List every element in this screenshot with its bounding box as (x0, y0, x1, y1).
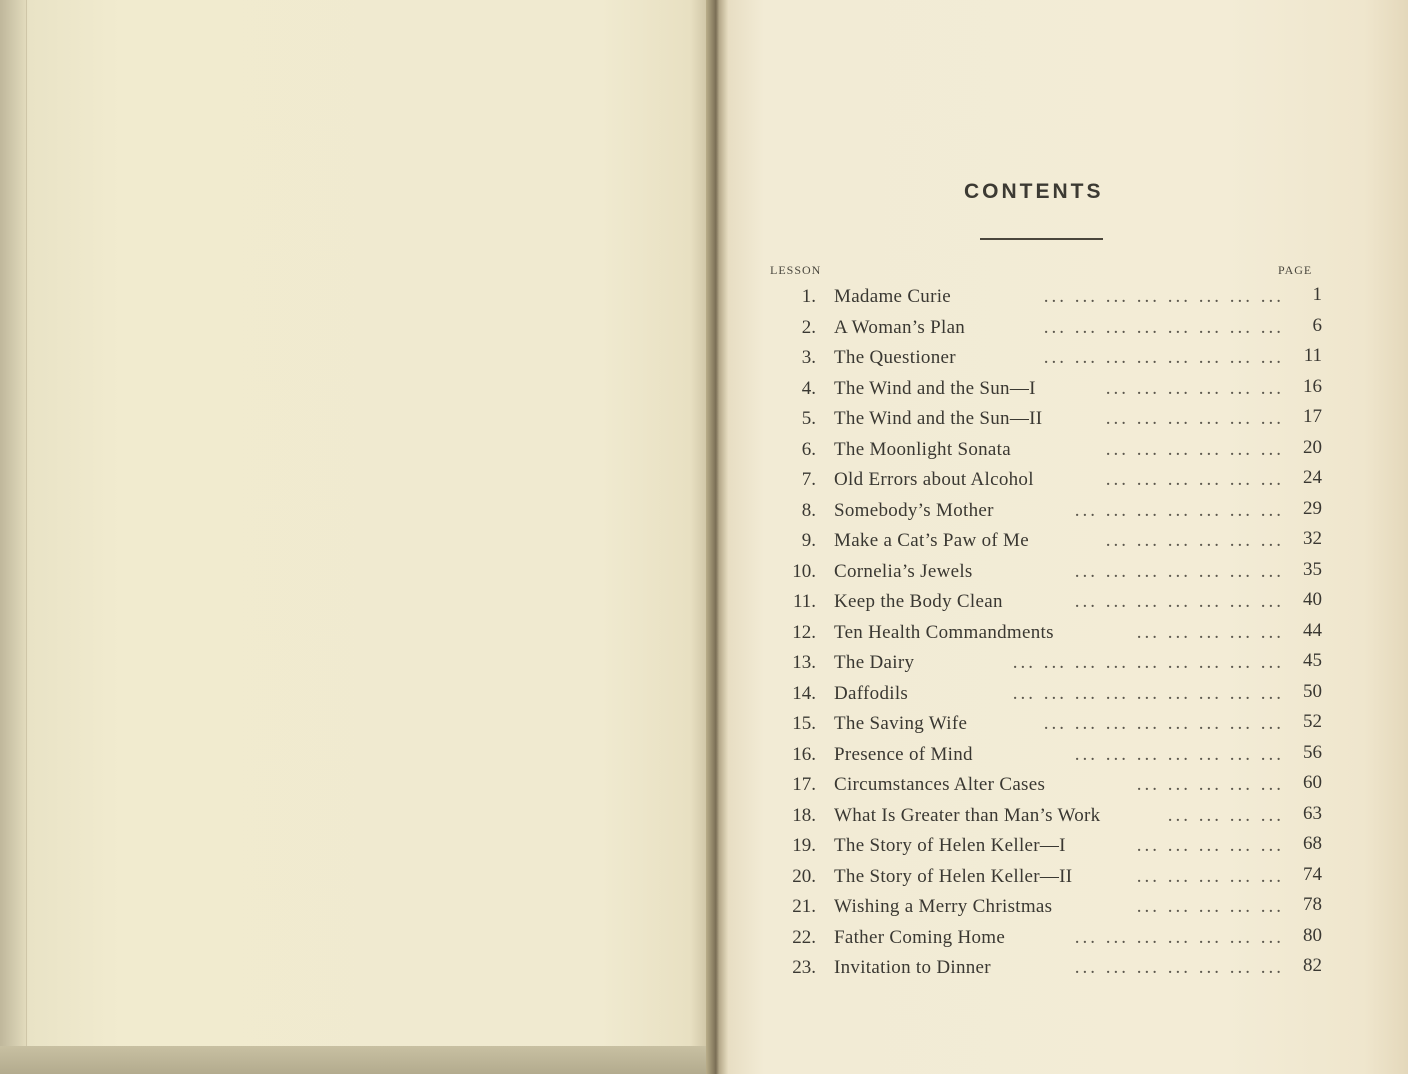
toc-entry (780, 709, 1328, 740)
lesson-title: Make a Cat’s Paw of Me (834, 530, 1029, 551)
lesson-title: The Wind and the Sun—I (834, 377, 1036, 399)
dot-leader: ... ... ... ... ... ... ... ... (1043, 713, 1284, 734)
page-number: 11 (1303, 345, 1322, 366)
page-number: 68 (1303, 833, 1322, 854)
left-page-edge (0, 0, 27, 1074)
contents-title: CONTENTS (964, 180, 1104, 203)
lesson-title: The Moonlight Sonata (834, 438, 1011, 460)
lesson-number: 21. (792, 896, 816, 917)
lesson-number: 14. (792, 682, 816, 704)
lesson-title: A Woman’s Plan (834, 316, 966, 338)
lesson-number: 7. (801, 469, 816, 490)
dot-leader: ... ... ... ... ... ... (1105, 438, 1284, 460)
toc-entry (780, 923, 1328, 954)
toc-entry (780, 282, 1328, 313)
lesson-number: 4. (801, 377, 816, 399)
lesson-title: The Story of Helen Keller—II (834, 865, 1073, 887)
page-number: 35 (1303, 558, 1322, 580)
page-number: 50 (1303, 680, 1322, 702)
page-number: 78 (1303, 894, 1322, 915)
book-gutter (706, 0, 728, 1074)
lesson-title: Cornelia’s Jewels (834, 560, 973, 582)
lesson-number: 2. (801, 316, 816, 338)
lesson-number: 3. (801, 347, 816, 368)
lesson-title: What Is Greater than Man’s Work (834, 804, 1101, 826)
lesson-number: 10. (792, 560, 816, 582)
page-number: 52 (1303, 711, 1322, 732)
dot-leader: ... ... ... ... ... ... ... ... ... (1012, 652, 1284, 673)
title-rule (980, 238, 1103, 240)
lesson-number: 23. (792, 957, 816, 978)
lesson-title: Presence of Mind (834, 743, 973, 765)
dot-leader: ... ... ... ... ... ... (1105, 377, 1284, 399)
lesson-number: 20. (792, 865, 816, 887)
lesson-title: Keep the Body Clean (834, 591, 1003, 612)
toc-entry (780, 587, 1328, 618)
toc-entry (780, 404, 1328, 435)
toc-entry (780, 953, 1328, 984)
toc-entry (780, 679, 1328, 710)
left-page-bottom-edge (0, 1046, 712, 1074)
dot-leader: ... ... ... ... ... ... ... ... ... (1012, 682, 1284, 704)
toc-entry (780, 313, 1328, 344)
dot-leader: ... ... ... ... ... ... (1105, 408, 1284, 429)
page-column-header: PAGE (1278, 263, 1313, 277)
dot-leader: ... ... ... ... ... ... ... ... (1043, 286, 1284, 307)
lesson-number: 8. (801, 499, 816, 521)
toc-entry (780, 465, 1328, 496)
toc-entry (780, 648, 1328, 679)
toc-entry (780, 618, 1328, 649)
page-number: 74 (1303, 863, 1322, 885)
lesson-title: Somebody’s Mother (834, 499, 994, 521)
dot-leader: ... ... ... ... ... ... ... (1074, 743, 1284, 765)
lesson-number: 18. (792, 804, 816, 826)
dot-leader: ... ... ... ... ... ... ... (1074, 926, 1284, 948)
toc-entry (780, 740, 1328, 771)
page-number: 40 (1303, 589, 1322, 610)
dot-leader: ... ... ... ... ... ... (1105, 469, 1284, 490)
page-number: 24 (1303, 467, 1322, 488)
dot-leader: ... ... ... ... ... ... ... ... (1043, 316, 1284, 338)
dot-leader: ... ... ... ... ... ... ... ... (1043, 347, 1284, 368)
page-number: 60 (1303, 772, 1322, 793)
dot-leader: ... ... ... ... ... ... ... (1074, 560, 1284, 582)
lesson-column-header: LESSON (770, 263, 822, 277)
dot-leader: ... ... ... ... (1167, 804, 1284, 826)
lesson-number: 1. (801, 286, 816, 307)
page-number: 80 (1303, 924, 1322, 946)
toc-entry (780, 435, 1328, 466)
lesson-title: The Saving Wife (834, 713, 968, 734)
toc-entry (780, 526, 1328, 557)
lesson-title: Father Coming Home (834, 926, 1006, 948)
dot-leader: ... ... ... ... ... ... (1105, 530, 1284, 551)
lesson-number: 11. (792, 591, 816, 612)
lesson-number: 13. (792, 652, 816, 673)
lesson-number: 5. (801, 408, 816, 429)
page-number: 16 (1303, 375, 1322, 397)
dot-leader: ... ... ... ... ... (1136, 774, 1284, 795)
dot-leader: ... ... ... ... ... ... ... (1074, 591, 1284, 612)
lesson-title: The Dairy (834, 652, 915, 673)
dot-leader: ... ... ... ... ... ... ... (1074, 957, 1284, 978)
dot-leader: ... ... ... ... ... ... ... (1074, 499, 1284, 521)
lesson-title: Invitation to Dinner (834, 957, 991, 978)
dot-leader: ... ... ... ... ... (1136, 896, 1284, 917)
lesson-title: The Story of Helen Keller—I (834, 835, 1066, 856)
page-number: 44 (1303, 619, 1322, 641)
lesson-title: The Wind and the Sun—II (834, 408, 1043, 429)
lesson-title: Old Errors about Alcohol (834, 469, 1034, 490)
page-number: 56 (1303, 741, 1322, 763)
dot-leader: ... ... ... ... ... (1136, 835, 1284, 856)
table-of-contents (780, 282, 1328, 984)
lesson-title: Wishing a Merry Christmas (834, 896, 1053, 917)
toc-entry (780, 770, 1328, 801)
page-number: 1 (1312, 284, 1322, 305)
toc-entry (780, 557, 1328, 588)
lesson-number: 16. (792, 743, 816, 765)
toc-entry (780, 831, 1328, 862)
toc-entry (780, 892, 1328, 923)
lesson-title: The Questioner (834, 347, 956, 368)
page-number: 20 (1303, 436, 1322, 458)
lesson-number: 12. (792, 621, 816, 643)
page-number: 6 (1312, 314, 1322, 336)
lesson-number: 17. (792, 774, 816, 795)
lesson-number: 19. (792, 835, 816, 856)
page-number: 45 (1303, 650, 1322, 671)
toc-entry (780, 374, 1328, 405)
dot-leader: ... ... ... ... ... (1136, 865, 1284, 887)
toc-entry (780, 862, 1328, 893)
toc-entry (780, 343, 1328, 374)
lesson-number: 22. (792, 926, 816, 948)
lesson-number: 6. (801, 438, 816, 460)
page-number: 32 (1303, 528, 1322, 549)
lesson-title: Ten Health Commandments (834, 621, 1054, 643)
page-number: 17 (1303, 406, 1322, 427)
toc-entry (780, 496, 1328, 527)
lesson-title: Madame Curie (834, 286, 952, 307)
toc-entry (780, 801, 1328, 832)
page-number: 82 (1303, 955, 1322, 976)
lesson-number: 9. (801, 530, 816, 551)
dot-leader: ... ... ... ... ... (1136, 621, 1284, 643)
page-number: 29 (1303, 497, 1322, 519)
lesson-title: Circumstances Alter Cases (834, 774, 1046, 795)
lesson-number: 15. (792, 713, 816, 734)
page-number: 63 (1303, 802, 1322, 824)
lesson-title: Daffodils (834, 682, 909, 704)
